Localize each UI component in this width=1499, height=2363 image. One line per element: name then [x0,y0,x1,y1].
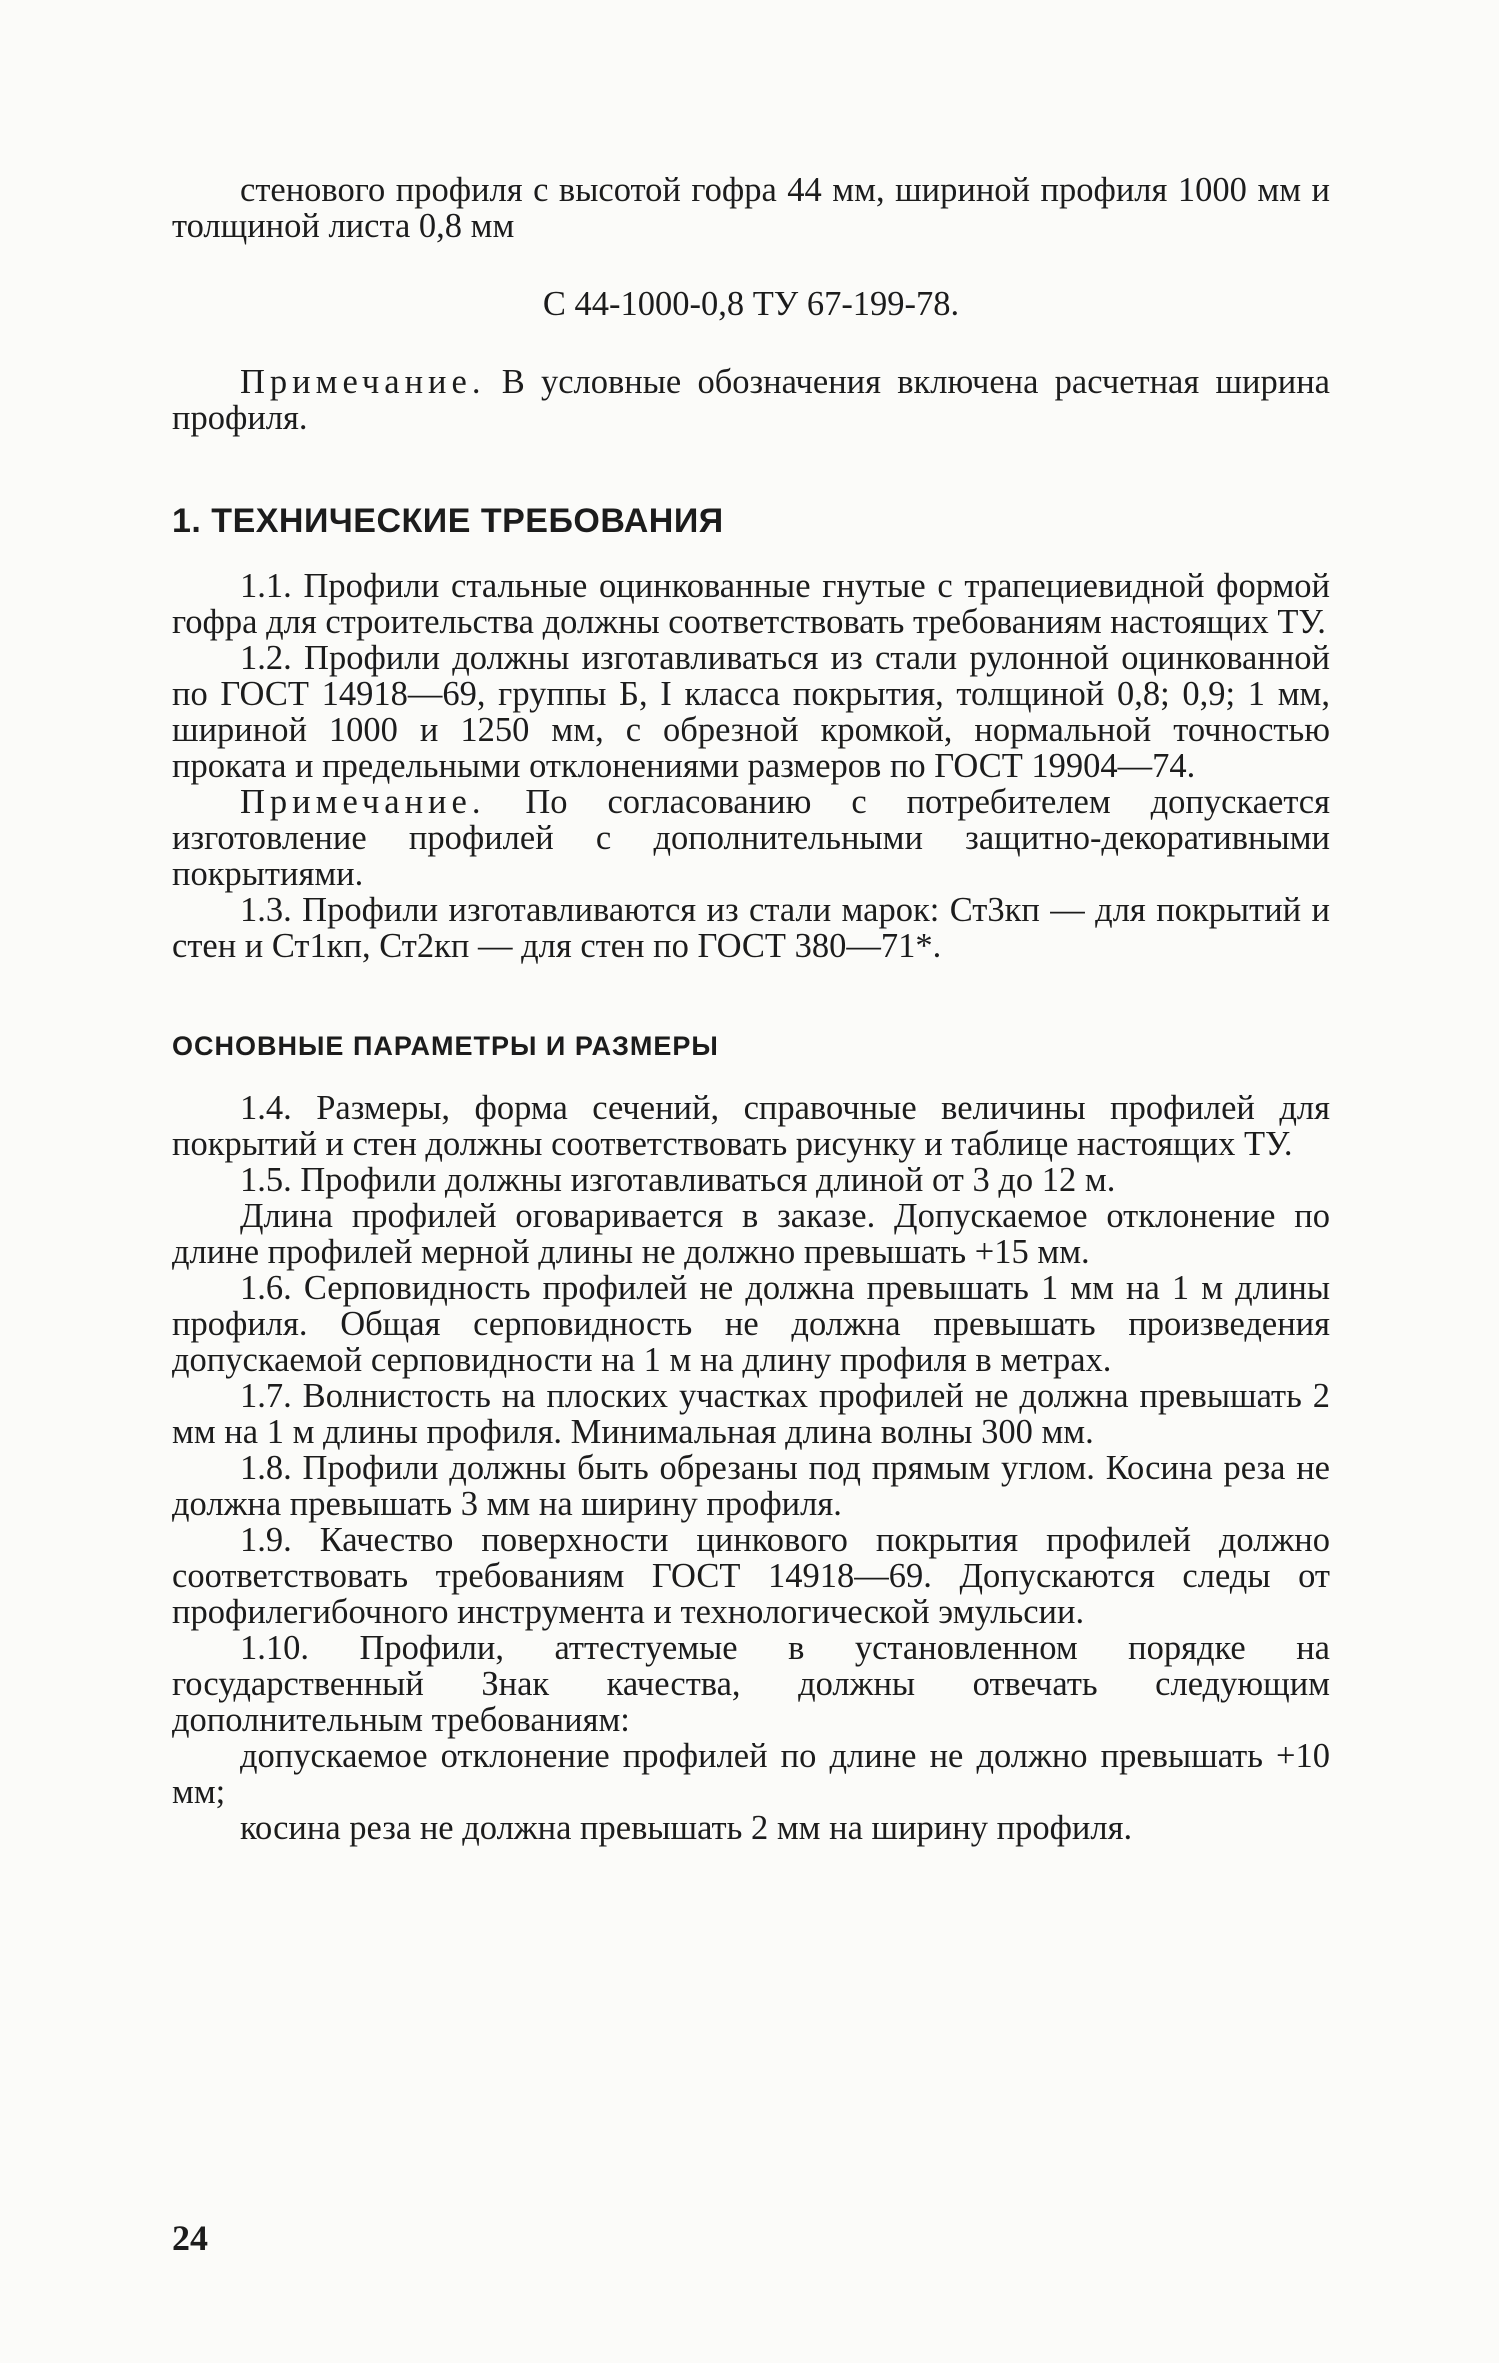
clause-1-6: 1.6. Серповидность профилей не должна превышать 1 мм на 1 м длины профиля. Общая серповидность не должна превышать произведения допускаемой серповидности на 1 м на длину профиля в метрах. [172,1269,1330,1379]
document-page [172,172,1330,1846]
intro-paragraph: стенового профиля с высотой гофра 44 мм, шириной профиля 1000 мм и толщиной листа 0,8 мм [172,171,1330,245]
clause-1-5-continued: Длина профилей оговаривается в заказе. Допускаемое отклонение по длине профилей мерной длины не должно превышать +15 мм. [172,1197,1330,1271]
intro-note [172,364,1330,436]
clause-1-10: 1.10. Профили, аттестуемые в установленном порядке на государственный Знак качества, должны отвечать следующим дополнительным требованиям: [172,1629,1330,1739]
note-label: Примечание. [240,363,486,401]
clause-1-2: 1.2. Профили должны изготавливаться из стали рулонной оцинкованной по ГОСТ 14918—69, группы Б, I класса покрытия, толщиной 0,8; 0,9; 1 мм, шириной 1000 и 1250 мм, с обрезной кромкой, нормальной точностью проката и предельными отклонениями размеров по ГОСТ 19904—74. [172,639,1330,785]
clause-1-7: 1.7. Волнистость на плоских участках профилей не должна превышать 2 мм на 1 м длины профиля. Минимальная длина волны 300 мм. [172,1377,1330,1451]
clause-1-10-item-cut: косина реза не должна превышать 2 мм на ширину профиля. [240,1809,1133,1847]
clause-1-9: 1.9. Качество поверхности цинкового покрытия профилей должно соответствовать требованиям ГОСТ 14918—69. Допускаются следы от профилегибочного инструмента и технологической эмульсии. [172,1521,1330,1631]
note-label: Примечание. [240,783,486,821]
product-designation: С 44-1000-0,8 ТУ 67-199-78. [542,285,960,323]
note-text: По согласованию с потребителем допускается изготовление профилей с дополнительными защитно-декоративными покрытиями. [172,783,1330,893]
page-number: 24 [172,2218,208,2258]
clause-1-3: 1.3. Профили изготавливаются из стали марок: Ст3кп — для покрытий и стен и Ст1кп, Ст2кп — для стен по ГОСТ 380—71*. [172,891,1330,965]
section-heading-basic-parameters: ОСНОВНЫЕ ПАРАМЕТРЫ И РАЗМЕРЫ [172,1031,719,1061]
clause-1-5: 1.5. Профили должны изготавливаться длиной от 3 до 12 м. [240,1161,1116,1199]
section-heading-technical-requirements: 1. ТЕХНИЧЕСКИЕ ТРЕБОВАНИЯ [172,502,724,540]
clause-1-4: 1.4. Размеры, форма сечений, справочные величины профилей для покрытий и стен должны соответствовать рисунку и таблице настоящих ТУ. [172,1089,1330,1163]
clause-1-1: 1.1. Профили стальные оцинкованные гнутые с трапециевидной формой гофра для строительства должны соответствовать требованиям настоящих ТУ. [172,567,1330,641]
clause-1-10-item-length: допускаемое отклонение профилей по длине не должно превышать +10 мм; [172,1737,1330,1811]
clause-1-2-note [172,784,1330,892]
clause-1-8: 1.8. Профили должны быть обрезаны под прямым углом. Косина реза не должна превышать 3 мм на ширину профиля. [172,1449,1330,1523]
note-text: В условные обозначения включена расчетная ширина профиля. [172,363,1330,437]
